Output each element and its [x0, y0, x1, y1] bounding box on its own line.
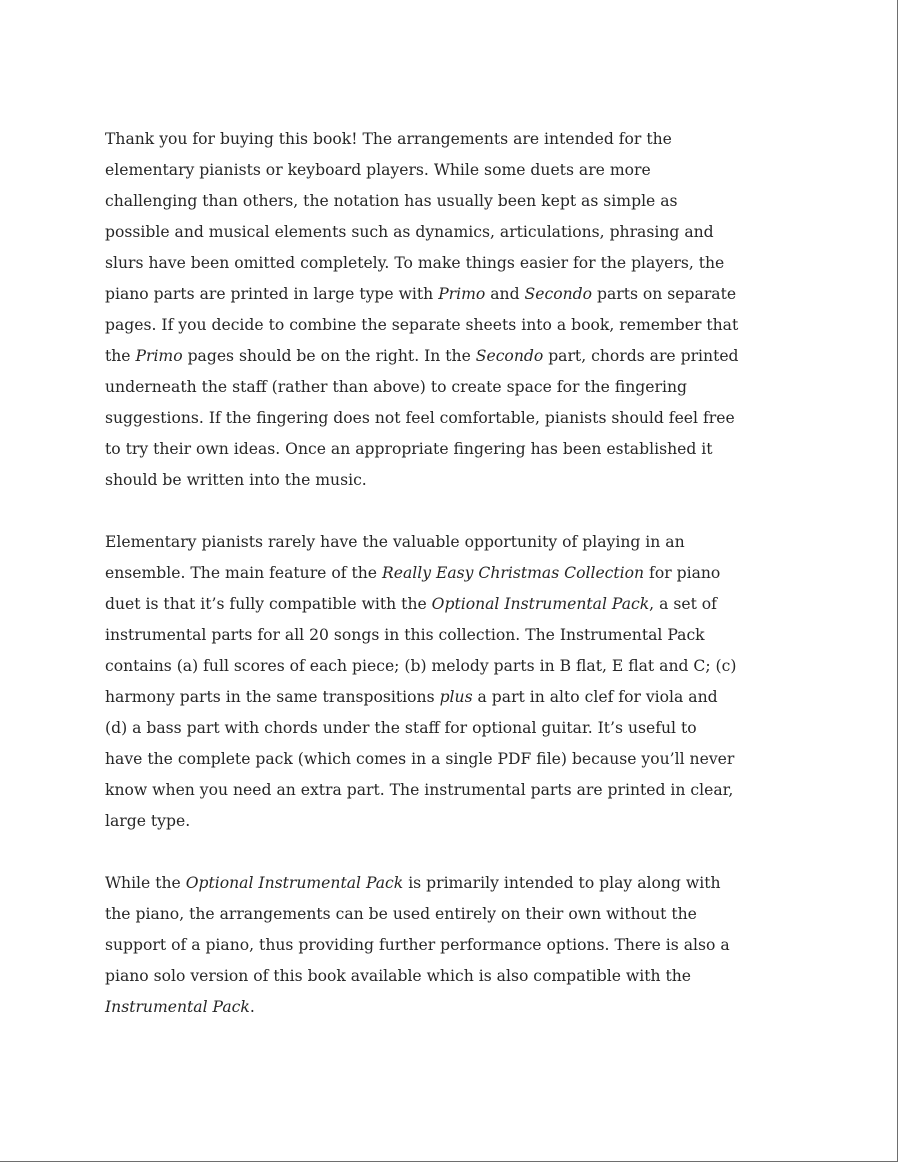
text-line	[105, 620, 805, 651]
text-segment: (d) a bass part with chords under the staff for optional guitar. It’s useful to	[105, 719, 697, 737]
document-body	[105, 124, 805, 1054]
text-line	[105, 713, 805, 744]
text-segment: .	[249, 998, 255, 1016]
italic-text: plus	[439, 688, 473, 706]
text-line	[105, 310, 805, 341]
text-segment: underneath the staff (rather than above) to create space for the fingering	[105, 378, 687, 396]
text-line	[105, 527, 805, 558]
text-segment: the	[105, 347, 136, 365]
text-segment: parts on separate	[592, 285, 737, 303]
text-segment: know when you need an extra part. The instrumental parts are printed in clear,	[105, 781, 734, 799]
italic-text: Optional Instrumental Pack	[431, 595, 650, 613]
text-line	[105, 899, 805, 930]
text-line	[105, 186, 805, 217]
text-segment: piano solo version of this book available which is also compatible with the	[105, 967, 692, 985]
text-segment: have the complete pack (which comes in a single PDF file) because you’ll never	[105, 750, 735, 768]
paragraph-2	[105, 527, 805, 837]
text-segment: , a set of	[649, 595, 717, 613]
text-segment: duet is that it’s fully compatible with the	[105, 595, 432, 613]
text-line	[105, 589, 805, 620]
text-line	[105, 806, 805, 837]
italic-text: Secondo	[524, 285, 592, 303]
text-segment: to try their own ideas. Once an appropriate fingering has been established it	[105, 440, 713, 458]
paragraph-1	[105, 124, 805, 496]
italic-text: Really Easy Christmas Collection	[381, 564, 645, 582]
text-segment: elementary pianists or keyboard players. While some duets are more	[105, 161, 651, 179]
italic-text: Optional Instrumental Pack	[185, 874, 404, 892]
text-segment: harmony parts in the same transpositions	[105, 688, 440, 706]
text-segment: part, chords are printed	[543, 347, 739, 365]
text-segment: challenging than others, the notation has usually been kept as simple as	[105, 192, 678, 210]
italic-text: Secondo	[475, 347, 544, 365]
text-line	[105, 217, 805, 248]
text-segment: pages should be on the right. In the	[182, 347, 476, 365]
text-segment: support of a piano, thus providing further performance options. There is also a	[105, 936, 730, 954]
text-line	[105, 124, 805, 155]
text-line	[105, 434, 805, 465]
text-line	[105, 868, 805, 899]
text-segment: large type.	[105, 812, 191, 830]
text-segment: should be written into the music.	[105, 471, 367, 489]
text-line	[105, 155, 805, 186]
paragraph-3	[105, 868, 805, 1023]
text-line	[105, 403, 805, 434]
text-line	[105, 465, 805, 496]
text-segment: and	[485, 285, 525, 303]
text-line	[105, 775, 805, 806]
text-segment: for piano	[644, 564, 721, 582]
text-segment: While the	[105, 874, 186, 892]
text-segment: ensemble. The main feature of the	[105, 564, 382, 582]
text-line	[105, 341, 805, 372]
text-segment: a part in alto clef for viola and	[472, 688, 718, 706]
text-line	[105, 930, 805, 961]
text-line	[105, 372, 805, 403]
text-segment: contains (a) full scores of each piece; (b) melody parts in B flat, E flat and C; (c)	[105, 657, 737, 675]
text-line	[105, 651, 805, 682]
italic-text: Instrumental Pack	[105, 998, 250, 1016]
text-segment: possible and musical elements such as dynamics, articulations, phrasing and	[105, 223, 714, 241]
italic-text: Primo	[135, 347, 183, 365]
text-segment: suggestions. If the fingering does not feel comfortable, pianists should feel free	[105, 409, 735, 427]
text-segment: Elementary pianists rarely have the valuable opportunity of playing in an	[105, 533, 685, 551]
text-line	[105, 279, 805, 310]
text-segment: piano parts are printed in large type with	[105, 285, 439, 303]
text-line	[105, 248, 805, 279]
text-line	[105, 961, 805, 992]
text-segment: Thank you for buying this book! The arrangements are intended for the	[105, 130, 672, 148]
text-segment: the piano, the arrangements can be used entirely on their own without the	[105, 905, 697, 923]
text-line	[105, 992, 805, 1023]
text-segment: instrumental parts for all 20 songs in this collection. The Instrumental Pack	[105, 626, 705, 644]
italic-text: Primo	[438, 285, 486, 303]
text-segment: pages. If you decide to combine the separate sheets into a book, remember that	[105, 316, 739, 334]
text-line	[105, 744, 805, 775]
text-line	[105, 682, 805, 713]
text-segment: is primarily intended to play along with	[403, 874, 721, 892]
text-line	[105, 558, 805, 589]
text-segment: slurs have been omitted completely. To make things easier for the players, the	[105, 254, 725, 272]
